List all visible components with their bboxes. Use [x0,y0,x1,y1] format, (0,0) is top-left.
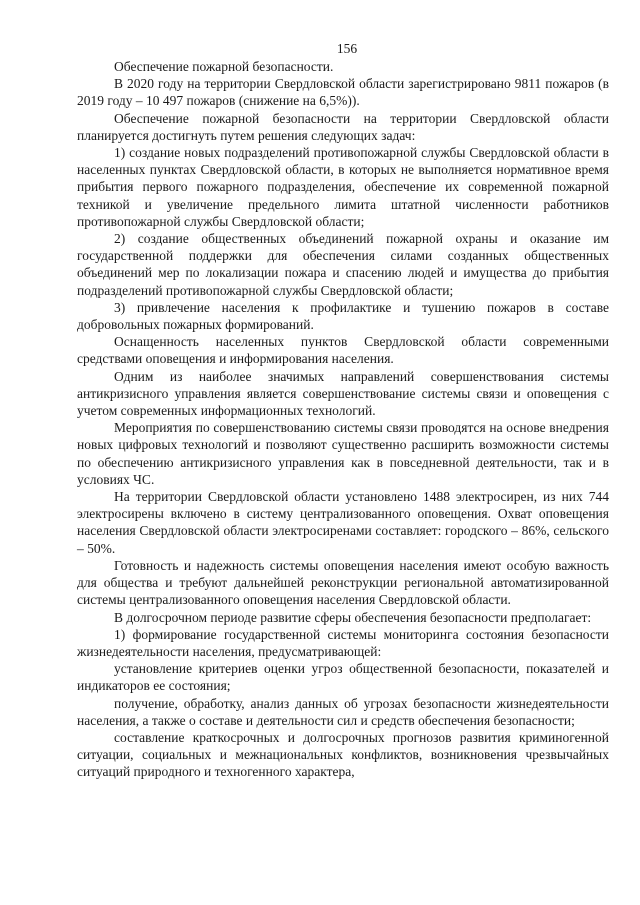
body-text [77,58,609,781]
list-item: 1) создание новых подразделений противопожарной службы Свердловской области в населенных пунктах Свердловской области, в которых не выполняется нормативное время прибытия первого пожарного подразделения, обеспечение их современной пожарной техникой и увеличение предельного лимита штатной численности работников противопожарной службы Свердловской области; [77,145,609,229]
sub-list-item: составление краткосрочных и долгосрочных прогнозов развития криминогенной ситуации, социальных и межнациональных конфликтов, возникновения чрезвычайных ситуаций природного и техногенного характера, [77,729,609,780]
paragraph: В долгосрочном периоде развитие сферы обеспечения безопасности предполагает: [114,609,592,625]
paragraph: Обеспечение пожарной безопасности на территории Свердловской области планируется достигнуть путем решения следующих задач: [77,110,609,143]
list-item: 1) формирование государственной системы мониторинга состояния безопасности жизнедеятельности населения, предусматривающей: [77,626,609,659]
paragraph: Одним из наиболее значимых направлений совершенствования системы антикризисного управления является совершенствование системы связи и оповещения с учетом современных информационных технологий. [77,368,609,419]
page-number: 156 [336,41,358,56]
paragraph: Готовность и надежность системы оповещения населения имеют особую важность для общества и требуют дальнейшей реконструкции региональной автоматизированной системы централизованного оповещения населения Свердловской области. [77,557,609,608]
paragraph: На территории Свердловской области установлено 1488 электросирен, из них 744 электросирены включено в систему централизованного оповещения. Охват оповещения населения Свердловской области электросиренами составляет: городского – 86%, сельского – 50%. [77,489,609,556]
list-item: 3) привлечение населения к профилактике и тушению пожаров в составе добровольных пожарных формирований. [77,299,609,333]
paragraph: Мероприятия по совершенствованию системы связи проводятся на основе внедрения новых цифровых технологий и позволяют существенно расширить возможности системы по обеспечению антикризисного управления как в повседневной деятельности, так и в условиях ЧС. [77,420,609,487]
sub-list-item: получение, обработку, анализ данных об угрозах безопасности жизнедеятельности населения, а также о составе и деятельности сил и средств обеспечения безопасности; [77,695,609,728]
list-item: 2) создание общественных объединений пожарной охраны и оказание им государственной поддержки для обеспечения силами созданных общественных объединений мер по локализации пожара и спасению людей и имущества до прибытия подразделений противопожарной службы Свердловской области; [77,231,609,298]
sub-list-item: установление критериев оценки угроз общественной безопасности, показателей и индикаторов ее состояния; [77,661,609,694]
section-heading-fire-safety: Обеспечение пожарной безопасности. [114,59,334,74]
paragraph: В 2020 году на территории Свердловской области зарегистрировано 9811 пожаров (в 2019 году – 10 497 пожаров (снижение на 6,5%)). [77,76,609,109]
section-heading-alerting: Оснащенность населенных пунктов Свердловской области современными средствами оповещения и информирования населения. [77,334,609,367]
